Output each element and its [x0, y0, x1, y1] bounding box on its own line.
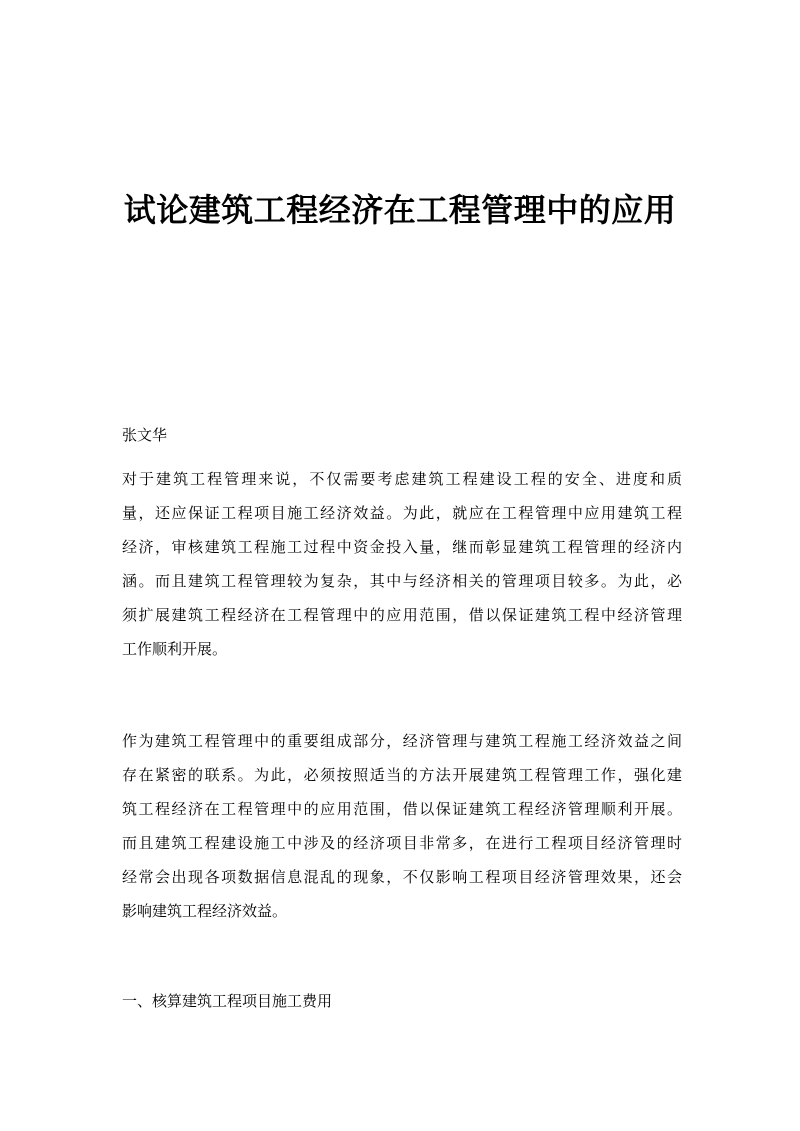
paragraph-1 [122, 462, 682, 666]
paragraph-line: 作为建筑工程管理中的重要组成部分，经济管理与建筑工程施工经济效益之间 [122, 732, 682, 750]
paragraph-line: 而且建筑工程建设施工中涉及的经济项目非常多，在进行工程项目经济管理时 [122, 834, 682, 852]
paragraph-line: 经济，审核建筑工程施工过程中资金投入量，继而彰显建筑工程管理的经济内 [122, 538, 682, 556]
document-title: 试论建筑工程经济在工程管理中的应用 [123, 191, 677, 229]
paragraph-line: 影响建筑工程经济效益。 [122, 902, 288, 920]
paragraph-line: 工作顺利开展。 [122, 640, 228, 658]
paragraph-2 [122, 724, 682, 928]
paragraph-line: 须扩展建筑工程经济在工程管理中的应用范围，借以保证建筑工程中经济管理 [122, 606, 682, 624]
paragraph-line: 经常会出现各项数据信息混乱的现象，不仅影响工程项目经济管理效果，还会 [122, 868, 682, 886]
paragraph-line: 涵。而且建筑工程管理较为复杂，其中与经济相关的管理项目较多。为此，必 [122, 572, 682, 590]
section-heading: 一、核算建筑工程项目施工费用 [122, 992, 333, 1010]
paragraph-line: 量，还应保证工程项目施工经济效益。为此，就应在工程管理中应用建筑工程 [122, 504, 682, 522]
paragraph-line: 筑工程经济在工程管理中的应用范围，借以保证建筑工程经济管理顺利开展。 [122, 800, 682, 818]
author-name: 张文华 [122, 426, 168, 444]
paragraph-line: 存在紧密的联系。为此，必须按照适当的方法开展建筑工程管理工作，强化建 [122, 766, 682, 784]
paragraph-line: 对于建筑工程管理来说，不仅需要考虑建筑工程建设工程的安全、进度和质 [122, 470, 682, 488]
